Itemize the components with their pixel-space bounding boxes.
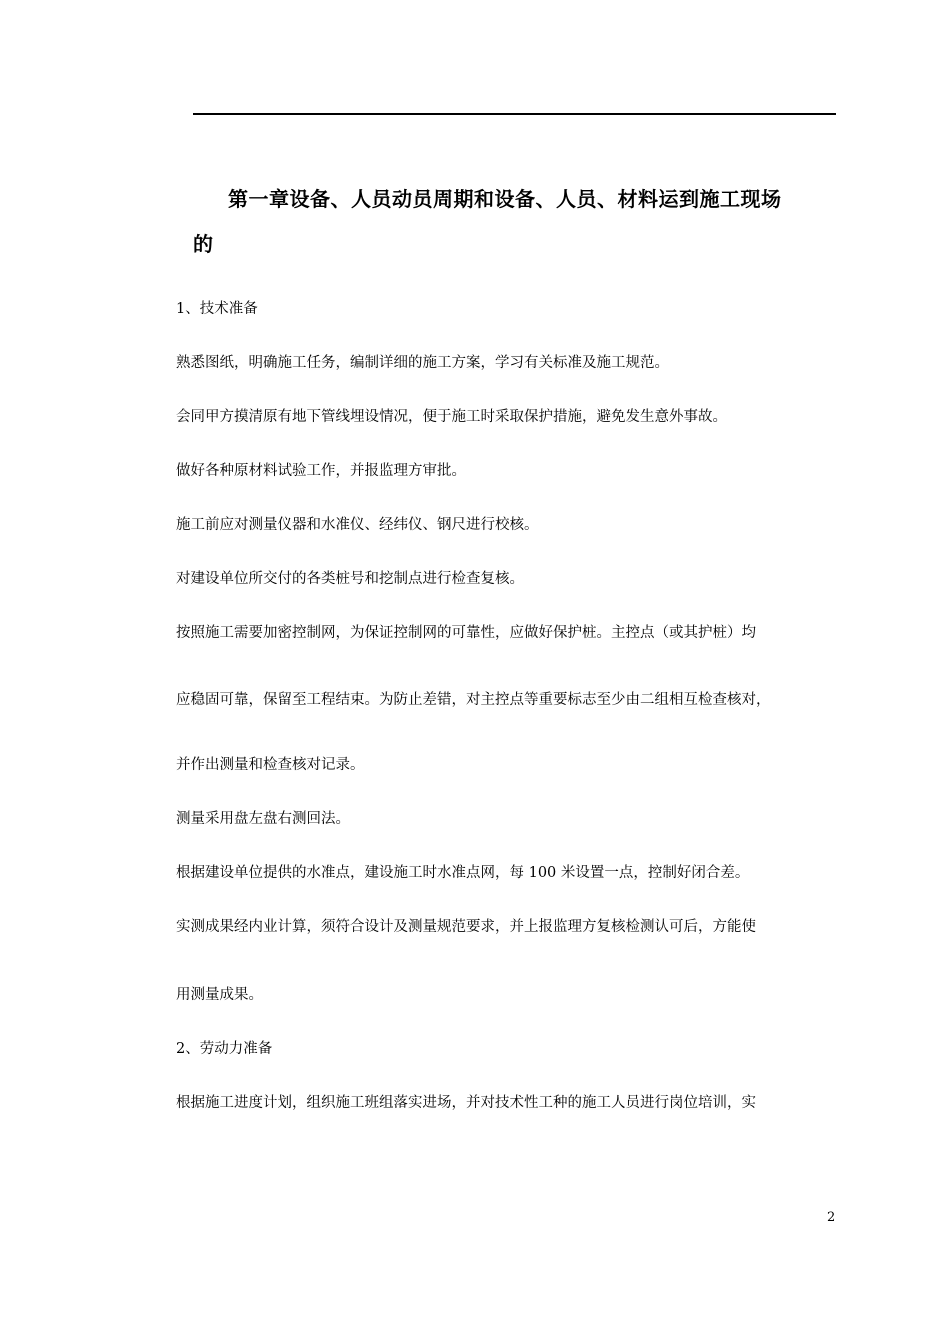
paragraph: 对建设单位所交付的各类桩号和挖制点进行检查复核。	[176, 571, 524, 587]
paragraph: 根据施工进度计划，组织施工班组落实进场，并对技术性工种的施工人员进行岗位培训，实	[176, 1095, 756, 1111]
paragraph: 熟悉图纸，明确施工任务，编制详细的施工方案，学习有关标准及施工规范。	[176, 355, 669, 371]
paragraph: 根据建设单位提供的水准点，建设施工时水准点网，每 100 米设置一点，控制好闭合差。	[176, 865, 750, 881]
paragraph: 做好各种原材料试验工作，并报监理方审批。	[176, 463, 466, 479]
header-rule	[193, 113, 836, 115]
paragraph: 施工前应对测量仪器和水准仪、经纬仪、钢尺进行校核。	[176, 517, 539, 533]
paragraph: 按照施工需要加密控制网，为保证控制网的可靠性，应做好保护桩。主控点（或其护桩）均	[176, 625, 756, 641]
chapter-title-line2: 的	[193, 232, 214, 256]
chapter-title-line1: 第一章设备、人员动员周期和设备、人员、材料运到施工现场	[228, 187, 782, 211]
paragraph: 实测成果经内业计算，须符合设计及测量规范要求，并上报监理方复核检测认可后，方能使	[176, 919, 756, 935]
paragraph: 测量采用盘左盘右测回法。	[176, 811, 350, 827]
paragraph: 应稳固可靠，保留至工程结束。为防止差错，对主控点等重要标志至少由二组相互检查核对，	[176, 692, 771, 708]
page-number: 2	[827, 1210, 836, 1225]
section-heading-labor-prep: 2、劳动力准备	[176, 1041, 273, 1057]
section-heading-tech-prep: 1、技术准备	[176, 301, 258, 317]
paragraph: 会同甲方摸清原有地下管线埋设情况，便于施工时采取保护措施，避免发生意外事故。	[176, 409, 727, 425]
paragraph: 并作出测量和检查核对记录。	[176, 757, 365, 773]
paragraph: 用测量成果。	[176, 987, 263, 1003]
